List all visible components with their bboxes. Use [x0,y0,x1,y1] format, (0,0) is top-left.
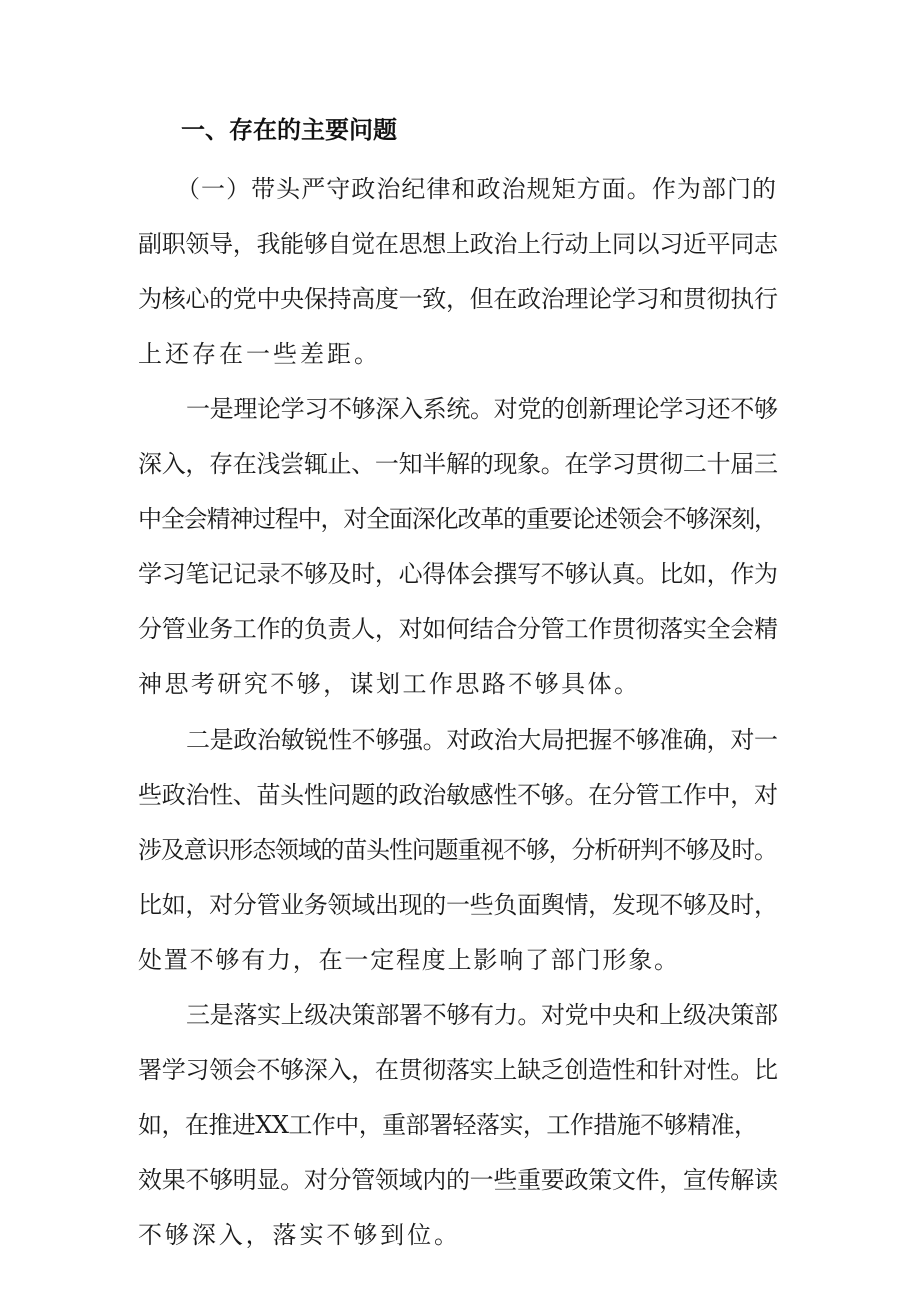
paragraph-line: 比如，对分管业务领域出现的一些负面舆情，发现不够及时， [138,891,778,919]
paragraph-line: 不够深入，落实不够到位。 [138,1221,461,1249]
paragraph-line: 分管业务工作的负责人，对如何结合分管工作贯彻落实全会精 [138,615,778,643]
paragraph-line: 一是理论学习不够深入系统。对党的创新理论学习还不够 [186,395,778,423]
paragraph-line: 上还存在一些差距。 [138,340,381,368]
paragraph-line: （一）带头严守政治纪律和政治规矩方面。作为部门的 [176,175,778,203]
paragraph-line: 如，在推进XX工作中，重部署轻落实，工作措施不够精准， [138,1111,758,1139]
paragraph-line: 学习笔记记录不够及时，心得体会撰写不够认真。比如，作为 [138,560,778,588]
paragraph-line: 些政治性、苗头性问题的政治敏感性不够。在分管工作中，对 [138,781,778,809]
paragraph-line: 处置不够有力，在一定程度上影响了部门形象。 [138,946,680,974]
paragraph-line: 二是政治敏锐性不够强。对政治大局把握不够准确，对一 [186,726,778,754]
paragraph-line: 署学习领会不够深入，在贯彻落实上缺乏创造性和针对性。比 [138,1056,778,1084]
paragraph-line: 涉及意识形态领域的苗头性问题重视不够，分析研判不够及时。 [138,836,777,864]
section-heading: 一、存在的主要问题 [181,116,397,144]
paragraph-line: 深入，存在浅尝辄止、一知半解的现象。在学习贯彻二十届三 [138,450,778,478]
paragraph-line: 为核心的党中央保持高度一致，但在政治理论学习和贯彻执行 [138,285,778,313]
paragraph-line: 中全会精神过程中，对全面深化改革的重要论述领会不够深刻， [138,505,777,533]
paragraph-line: 效果不够明显。对分管领域内的一些重要政策文件，宣传解读 [138,1166,778,1194]
paragraph-line: 三是落实上级决策部署不够有力。对党中央和上级决策部 [186,1001,778,1029]
paragraph-line: 副职领导，我能够自觉在思想上政治上行动上同以习近平同志 [138,230,778,258]
paragraph-line: 神思考研究不够，谋划工作思路不够具体。 [138,670,641,698]
